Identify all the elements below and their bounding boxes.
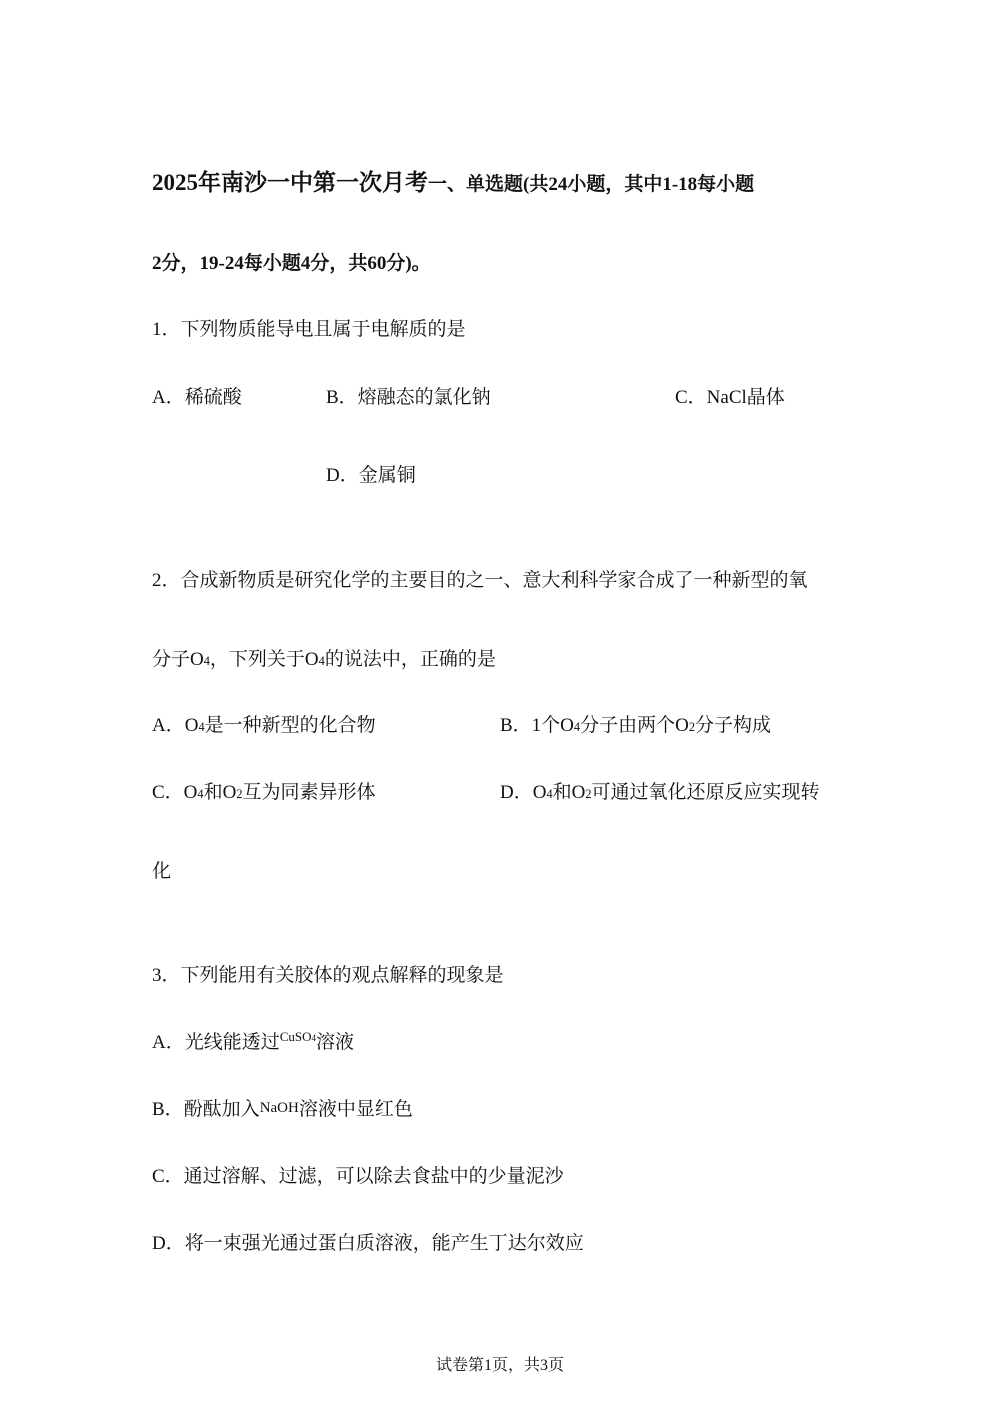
q3-option-d: D．将一束强光通过蛋白质溶液，能产生丁达尔效应	[152, 1233, 584, 1254]
q2-stem-sub2: 4	[318, 654, 325, 668]
q2-d-mid: 和O	[552, 782, 586, 803]
q2-stem-line1: 2．合成新物质是研究化学的主要目的之一、意大利科学家合成了一种新型的氧	[152, 570, 808, 591]
q2-option-d	[500, 781, 820, 806]
q3-option-c: C．通过溶解、过滤，可以除去食盐中的少量泥沙	[152, 1166, 564, 1187]
q2-a-pre: A．O	[152, 715, 199, 736]
q2-c-pre: C．O	[152, 782, 198, 803]
q1-option-d: D．金属铜	[326, 465, 416, 486]
q2-a-post: 是一种新型的化合物	[204, 715, 376, 736]
q3-option-a	[152, 1031, 354, 1057]
section-heading-line2: 2分，19-24每小题4分，共60分)。	[152, 253, 431, 274]
q2-d-sub1: 4	[546, 787, 553, 801]
q1-stem: 1．下列物质能导电且属于电解质的是	[152, 319, 466, 340]
q2-a-sub: 4	[198, 720, 205, 734]
q2-option-c	[152, 781, 376, 806]
q2-option-d-line2: 化	[152, 861, 172, 882]
q2-stem-text-b: ，下列关于O	[209, 649, 319, 670]
q2-stem-line2	[152, 648, 496, 673]
q2-stem-text-c: 的说法中，正确的是	[324, 649, 496, 670]
q3-a-formula	[280, 1029, 316, 1044]
title-main: 2025年南沙一中第一次月考	[152, 170, 428, 195]
q2-d-post: 可通过氧化还原反应实现转	[591, 782, 820, 803]
q1-option-c: C．NaCl晶体	[675, 387, 785, 408]
q2-c-sub1: 4	[197, 787, 204, 801]
q2-b-mid: 分子由两个O	[580, 715, 689, 736]
q3-b-formula: NaOH	[259, 1100, 299, 1116]
q2-c-post: 互为同素异形体	[242, 782, 376, 803]
section-heading: 一、单选题(共24小题，其中1-18每小题	[428, 174, 755, 195]
q2-stem-sub1: 4	[203, 654, 210, 668]
q2-d-sub2: 2	[585, 787, 592, 801]
q2-b-sub2: 2	[688, 720, 695, 734]
q1-option-b: B．熔融态的氯化钠	[326, 387, 491, 408]
q2-d-pre: D．O	[500, 782, 547, 803]
q3-a-formula-sub: 4	[311, 1033, 317, 1043]
q3-stem: 3．下列能用有关胶体的观点解释的现象是	[152, 965, 504, 986]
q3-option-b	[152, 1098, 413, 1123]
q3-a-formula-text: CuSO	[279, 1029, 312, 1044]
q2-b-post: 分子构成	[694, 715, 771, 736]
q2-c-sub2: 2	[236, 787, 243, 801]
q2-option-b	[500, 714, 771, 739]
page-title	[152, 171, 754, 197]
q3-a-post: 溶液	[316, 1032, 355, 1053]
q2-option-a	[152, 714, 376, 739]
q2-b-sub1: 4	[573, 720, 581, 734]
q3-b-pre: B．酚酞加入	[152, 1099, 260, 1120]
q2-stem-text-a: 分子O	[152, 649, 204, 670]
q3-b-post: 溶液中显红色	[298, 1099, 413, 1120]
q2-c-mid: 和O	[203, 782, 237, 803]
q2-b-pre: B．1个O	[500, 715, 574, 736]
q1-option-a: A．稀硫酸	[152, 387, 242, 408]
page-footer: 试卷第1页，共3页	[435, 1357, 564, 1374]
q3-a-pre: A．光线能透过	[152, 1032, 280, 1053]
